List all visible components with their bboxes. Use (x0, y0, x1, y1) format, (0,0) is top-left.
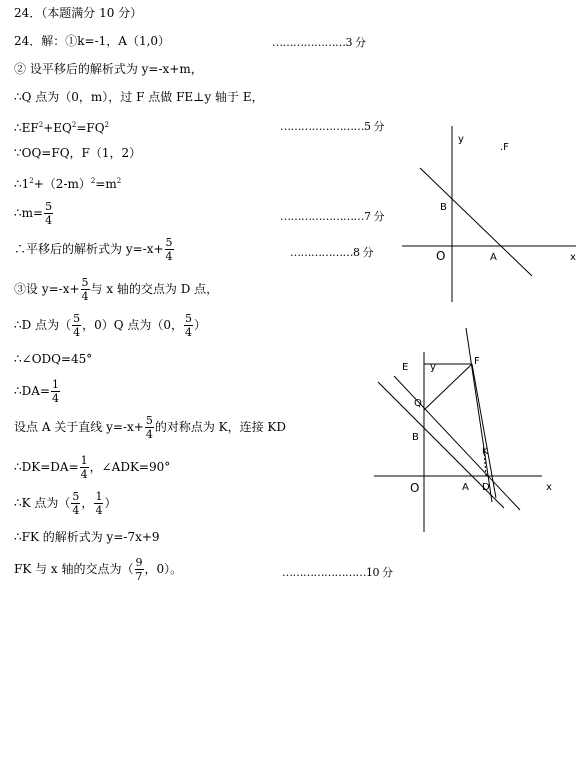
solution-line-2: ② 设平移后的解析式为 y=-x+m， (14, 62, 203, 76)
solution-line-3: ∴Q 点为（0，m），过 F 点做 FE⊥y 轴于 E， (14, 90, 264, 104)
text: 与 x 轴的交点为 D 点， (90, 282, 219, 296)
denominator: 4 (185, 326, 193, 339)
label-Q: Q (414, 398, 422, 409)
text: ∴K 点为（ (14, 496, 71, 510)
text: ） (104, 496, 117, 510)
denominator: 4 (145, 428, 153, 441)
text: ③设 y=-x+ (14, 282, 80, 296)
fraction (51, 378, 60, 405)
text: =m (95, 177, 117, 191)
denominator: 4 (72, 504, 80, 517)
numerator: 5 (72, 490, 80, 503)
text: ，0）。 (144, 562, 183, 576)
text: ） (194, 318, 207, 332)
text: +（2-m） (33, 177, 91, 191)
text: ∴DK=DA= (14, 460, 79, 474)
text: ∴D 点为（ (14, 318, 72, 332)
numerator: 5 (81, 276, 89, 289)
text: +EQ (43, 121, 72, 135)
exponent: 2 (29, 177, 34, 185)
text: ， (81, 496, 94, 510)
solution-line-5: ∵OQ=FQ，F（1，2） (14, 146, 142, 160)
score-7: ……………………7 分 (280, 210, 384, 223)
text: ，0）Q 点为（0， (82, 318, 184, 332)
solution-line-10 (14, 312, 206, 339)
fraction (135, 556, 144, 583)
line-fk (472, 364, 496, 498)
solution-line-16: ∴FK 的解析式为 y=-7x+9 (14, 530, 160, 544)
numerator: 9 (135, 556, 143, 569)
denominator: 4 (45, 214, 53, 227)
fraction (145, 414, 154, 441)
fraction (44, 200, 53, 227)
fraction (72, 312, 81, 339)
text: ∴1 (14, 177, 30, 191)
fraction (94, 490, 103, 517)
text: ∴m= (14, 206, 44, 220)
text: 设点 A 关于直线 y=-x+ (14, 420, 144, 434)
fraction (184, 312, 193, 339)
text: ，∠ADK=90° (89, 460, 171, 474)
numerator: 5 (73, 312, 81, 325)
text: ∴DA= (14, 384, 50, 398)
exponent: 2 (90, 177, 96, 185)
label-O: O (436, 249, 446, 263)
label-O: O (410, 481, 420, 495)
denominator: 4 (165, 250, 173, 263)
solution-line-13 (14, 414, 286, 441)
score-8: ………………8 分 (290, 246, 373, 259)
label-A: A (490, 252, 497, 263)
solution-line-7 (14, 200, 54, 227)
solution-line-6 (14, 174, 121, 191)
fraction (80, 454, 89, 481)
label-E: E (402, 362, 409, 373)
denominator: 4 (51, 392, 59, 405)
score-5: ……………………5 分 (280, 120, 384, 133)
denominator: 4 (81, 290, 89, 303)
exponent: 2 (38, 121, 44, 129)
numerator: 5 (165, 236, 173, 249)
problem-header: 24．（本题满分 10 分） (14, 6, 143, 20)
text: ∴平移后的解析式为 y=-x+ (14, 242, 164, 256)
solution-line-1: 24．解：①k=-1，A（1,0） (14, 34, 171, 48)
exponent: 2 (104, 121, 110, 129)
solution-line-9 (14, 276, 218, 303)
label-y: y (458, 134, 464, 145)
solution-line-14 (14, 454, 170, 481)
denominator: 4 (95, 504, 103, 517)
denominator: 4 (80, 468, 88, 481)
label-D: D (482, 482, 490, 493)
solution-line-4 (14, 118, 109, 135)
label-B: B (440, 202, 447, 213)
numerator: 1 (80, 454, 88, 467)
solution-line-12 (14, 378, 61, 405)
numerator: 5 (185, 312, 193, 325)
score-10: ……………………10 分 (282, 566, 393, 579)
label-F: .F (500, 142, 509, 153)
exponent: 2 (71, 121, 77, 129)
label-K: K (482, 447, 488, 457)
label-x: x (570, 252, 576, 263)
text: ∴EF (14, 121, 39, 135)
numerator: 5 (45, 200, 53, 213)
exponent: 2 (116, 177, 122, 185)
denominator: 4 (73, 326, 81, 339)
numerator: 1 (51, 378, 59, 391)
solution-line-15 (14, 490, 116, 517)
label-B: B (412, 432, 419, 443)
solution-line-8 (14, 236, 175, 263)
fraction (81, 276, 90, 303)
figure-2-coordinate-diagram (370, 322, 560, 536)
text: 的对称点为 K，连接 KD (154, 420, 287, 434)
numerator: 1 (95, 490, 103, 503)
score-3: …………………3 分 (272, 36, 366, 49)
denominator: 7 (135, 570, 143, 583)
label-y: y (430, 362, 436, 373)
solution-line-11: ∴∠ODQ=45° (14, 352, 93, 366)
fraction (71, 490, 80, 517)
label-x: x (546, 482, 552, 493)
label-A: A (462, 482, 469, 493)
fraction (165, 236, 174, 263)
label-F: F (474, 356, 480, 367)
figure-1-coordinate-diagram (396, 110, 583, 306)
text: =FQ (76, 121, 105, 135)
solution-line-17 (14, 556, 182, 583)
text: FK 与 x 轴的交点为（ (14, 562, 134, 576)
numerator: 5 (145, 414, 153, 427)
